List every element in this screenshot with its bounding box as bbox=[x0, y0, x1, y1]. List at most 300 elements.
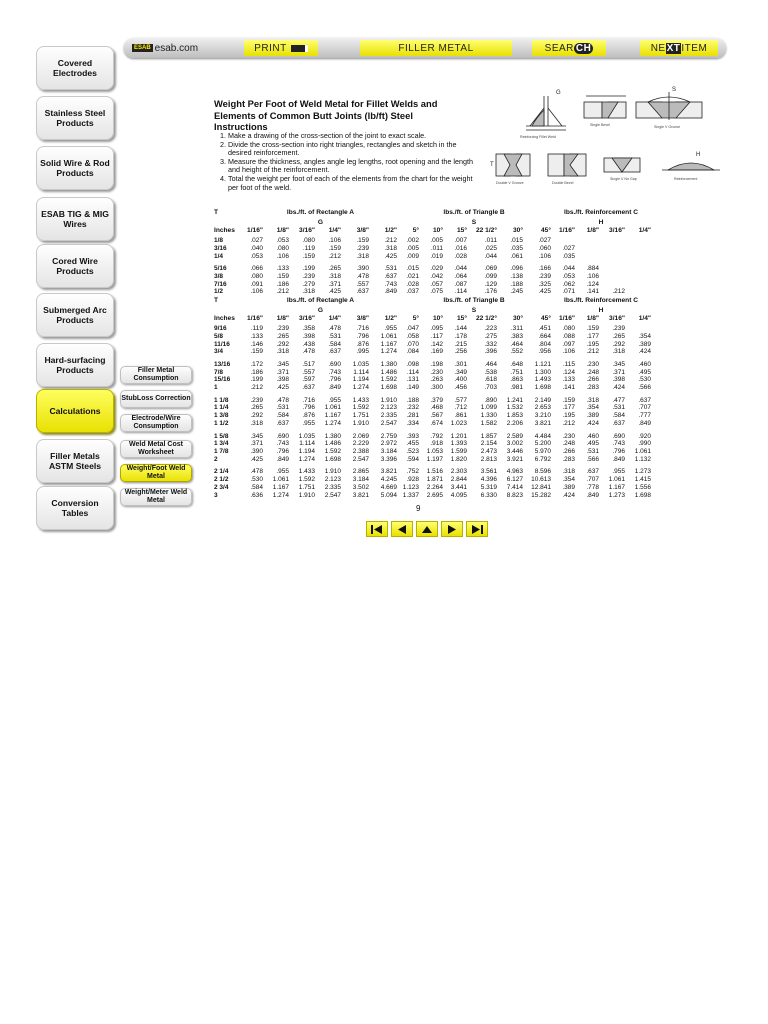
table-cell: .389 bbox=[586, 412, 599, 420]
table-cell: .637 bbox=[638, 396, 651, 404]
column-header: 30° bbox=[513, 315, 523, 323]
table-cell: 1.592 bbox=[352, 404, 369, 412]
column-header: 1/16" bbox=[247, 227, 263, 235]
table-cell: .265 bbox=[276, 332, 289, 340]
column-header: Inches bbox=[214, 227, 235, 235]
table-cell: .796 bbox=[356, 332, 369, 340]
table-cell: .567 bbox=[430, 412, 443, 420]
table-cell: .495 bbox=[638, 368, 651, 376]
table-cell: .425 bbox=[276, 384, 289, 392]
table-cell: .144 bbox=[454, 325, 467, 333]
table-cell: .390 bbox=[356, 265, 369, 273]
nav-stainless-steel-products[interactable] bbox=[36, 96, 114, 140]
table-row bbox=[214, 484, 651, 492]
column-header: 3/16" bbox=[299, 315, 315, 323]
table-section-header: lbs./ft. of Rectangle A bbox=[286, 297, 355, 305]
nav-calculations[interactable] bbox=[36, 389, 114, 433]
table-row bbox=[214, 492, 651, 500]
nav-covered-electrodes[interactable] bbox=[36, 46, 114, 90]
table-cell: .099 bbox=[484, 272, 497, 280]
table-cell: 1.241 bbox=[506, 396, 523, 404]
table-cell: .716 bbox=[356, 325, 369, 333]
nav-cored-wire-products[interactable] bbox=[36, 244, 114, 288]
table-cell: .478 bbox=[328, 325, 341, 333]
table-cell: .955 bbox=[302, 419, 315, 427]
nav-label: Solid Wire & Rod Products bbox=[40, 158, 110, 178]
table-header-row bbox=[214, 208, 651, 218]
table-cell: .300 bbox=[430, 384, 443, 392]
first-page-button[interactable] bbox=[366, 521, 388, 537]
table-cell: .114 bbox=[406, 368, 419, 376]
table-cell bbox=[599, 253, 625, 261]
column-header: 1/2" bbox=[384, 227, 397, 235]
table-cell: .212 bbox=[562, 419, 575, 427]
table-cell: 1.061 bbox=[272, 476, 289, 484]
print-button[interactable] bbox=[244, 40, 318, 56]
column-header: 30° bbox=[513, 227, 523, 235]
table-row bbox=[214, 420, 651, 428]
table-cell: .177 bbox=[562, 404, 575, 412]
table-cell: .119 bbox=[250, 325, 263, 333]
table-cell: .318 bbox=[356, 252, 369, 260]
table-cell: .115 bbox=[562, 360, 575, 368]
table-cell: .318 bbox=[562, 468, 575, 476]
table-cell: 2.303 bbox=[450, 468, 467, 476]
caption-single-v: Single V Groove bbox=[654, 125, 681, 129]
table-cell: .133 bbox=[562, 376, 575, 384]
table-cell: .131 bbox=[406, 376, 419, 384]
table-cell: .047 bbox=[406, 325, 419, 333]
table-cell: 1.486 bbox=[380, 368, 397, 376]
nav-solid-wire-rod-products[interactable] bbox=[36, 146, 114, 190]
table-cell: .198 bbox=[430, 360, 443, 368]
table-cell: .311 bbox=[510, 325, 523, 333]
table-cell: .557 bbox=[356, 280, 369, 288]
table-cell: 1.035 bbox=[352, 360, 369, 368]
table-cell: 1.380 bbox=[324, 432, 341, 440]
table-cell: 2.865 bbox=[352, 468, 369, 476]
subnav-stubloss-correction[interactable] bbox=[120, 390, 192, 408]
table-cell: 1.532 bbox=[506, 404, 523, 412]
table-cell: .212 bbox=[250, 384, 263, 392]
weld-joint-diagram bbox=[486, 86, 726, 206]
table-cell: .265 bbox=[328, 265, 341, 273]
table-cell: .178 bbox=[454, 332, 467, 340]
table-sub-header: G bbox=[317, 306, 324, 314]
table-cell: .141 bbox=[562, 384, 575, 392]
table-cell: .358 bbox=[302, 325, 315, 333]
table-row bbox=[214, 341, 651, 349]
table-row bbox=[214, 281, 651, 289]
table-cell: .188 bbox=[406, 396, 419, 404]
table-cell: .584 bbox=[612, 412, 625, 420]
table-cell: 1.167 bbox=[324, 412, 341, 420]
table-cell: 1.035 bbox=[298, 432, 315, 440]
nav-hardsurfacing-products[interactable] bbox=[36, 343, 114, 387]
table-cell: 1.751 bbox=[352, 412, 369, 420]
table-cell: .069 bbox=[484, 265, 497, 273]
caption-reinforcement: Reinforcement bbox=[674, 177, 698, 181]
table-cell: .062 bbox=[562, 280, 575, 288]
table-cell: .389 bbox=[638, 340, 651, 348]
column-header: 1/16" bbox=[559, 315, 575, 323]
subnav-label: StubLoss Correction bbox=[121, 395, 191, 402]
table-cell: .690 bbox=[328, 360, 341, 368]
filler-metal-button[interactable] bbox=[360, 40, 512, 56]
table-cell: .804 bbox=[538, 340, 551, 348]
table-cell: .955 bbox=[276, 468, 289, 476]
table-cell: .890 bbox=[484, 396, 497, 404]
row-thickness: 7/16 bbox=[214, 280, 227, 288]
table-cell: .071 bbox=[562, 288, 575, 296]
table-cell: .956 bbox=[538, 348, 551, 356]
nav-label: Conversion Tables bbox=[51, 498, 99, 518]
row-thickness: 3/8 bbox=[214, 272, 224, 280]
table-row bbox=[214, 448, 651, 456]
column-header: 1/8" bbox=[586, 227, 599, 235]
table-cell: .849 bbox=[638, 419, 651, 427]
subnav-label: Weight/Foot Weld Metal bbox=[126, 465, 186, 480]
table-cell: .955 bbox=[328, 396, 341, 404]
table-cell: .169 bbox=[430, 348, 443, 356]
table-cell: .751 bbox=[510, 368, 523, 376]
subnav-filler-metal-consumption[interactable] bbox=[120, 366, 192, 384]
row-thickness: 9/16 bbox=[214, 325, 227, 333]
table-cell: .332 bbox=[484, 340, 497, 348]
table-cell: .637 bbox=[328, 348, 341, 356]
table-cell: 2.229 bbox=[352, 440, 369, 448]
table-cell: .318 bbox=[384, 244, 397, 252]
table-cell: .058 bbox=[406, 332, 419, 340]
table-cell: .531 bbox=[586, 447, 599, 455]
table-cell: .464 bbox=[510, 340, 523, 348]
table-cell bbox=[599, 273, 625, 281]
table-cell: .292 bbox=[612, 340, 625, 348]
table-sub-header: H bbox=[598, 218, 604, 226]
table-cell: 1.274 bbox=[324, 419, 341, 427]
table-cell: .053 bbox=[562, 272, 575, 280]
table-cell: .212 bbox=[276, 288, 289, 296]
table-cell: 8.823 bbox=[506, 491, 523, 499]
table-cell: 2.123 bbox=[380, 404, 397, 412]
table-cell: 5.319 bbox=[480, 483, 497, 491]
caption-double-v: Double V Groove bbox=[496, 181, 524, 185]
table-cell: 1.433 bbox=[298, 468, 315, 476]
table-cell: .849 bbox=[328, 384, 341, 392]
table-cell: .159 bbox=[276, 272, 289, 280]
table-cell: .281 bbox=[406, 412, 419, 420]
table-cell: .354 bbox=[562, 476, 575, 484]
table-cell: 1.853 bbox=[506, 412, 523, 420]
table-cell: 2.547 bbox=[324, 491, 341, 499]
table-cell: .019 bbox=[430, 252, 443, 260]
table-cell: .379 bbox=[430, 396, 443, 404]
table-cell: .044 bbox=[562, 265, 575, 273]
table-cell: .002 bbox=[406, 237, 419, 245]
table-cell: .005 bbox=[406, 244, 419, 252]
table-cell: .027 bbox=[562, 244, 575, 252]
next-page-button[interactable] bbox=[441, 521, 463, 537]
column-header: 3/8" bbox=[356, 315, 369, 323]
table-cell: .424 bbox=[612, 384, 625, 392]
table-cell: .239 bbox=[250, 396, 263, 404]
table-row bbox=[214, 397, 651, 405]
table-cell: .703 bbox=[484, 384, 497, 392]
table-cell: 1.857 bbox=[480, 432, 497, 440]
table-cell: .383 bbox=[510, 332, 523, 340]
table-cell: .566 bbox=[638, 384, 651, 392]
table-cell: .636 bbox=[250, 491, 263, 499]
nav-label: Submerged Arc Products bbox=[43, 305, 107, 325]
table-cell: .318 bbox=[586, 396, 599, 404]
single-bevel-sketch bbox=[584, 96, 626, 118]
table-cell: .239 bbox=[356, 244, 369, 252]
table-cell: 4.396 bbox=[480, 476, 497, 484]
table-cell: 1.910 bbox=[352, 419, 369, 427]
nav-conversion-tables[interactable] bbox=[36, 486, 114, 530]
table-cell: .035 bbox=[562, 252, 575, 260]
table-cell: .778 bbox=[586, 483, 599, 491]
up-arrow-icon bbox=[421, 525, 433, 534]
table-cell: .460 bbox=[586, 432, 599, 440]
table-sub-header bbox=[214, 218, 244, 228]
table-cell: .995 bbox=[356, 348, 369, 356]
table-cell: 10.613 bbox=[531, 476, 551, 484]
table-row bbox=[214, 384, 651, 392]
table-cell: .248 bbox=[562, 440, 575, 448]
table-cell: .464 bbox=[484, 360, 497, 368]
table-cell: .318 bbox=[250, 419, 263, 427]
table-row bbox=[214, 440, 651, 448]
row-thickness: 2 3/4 bbox=[214, 483, 229, 491]
table-cell: 1.194 bbox=[352, 376, 369, 384]
row-thickness: 1/8 bbox=[214, 237, 224, 245]
table-cell: .159 bbox=[328, 244, 341, 252]
table-cell: .028 bbox=[454, 252, 467, 260]
table-cell: .425 bbox=[384, 252, 397, 260]
next-item-button[interactable] bbox=[640, 40, 718, 56]
table-cell: .460 bbox=[638, 360, 651, 368]
column-header: 22 1/2° bbox=[476, 227, 497, 235]
page-navigation bbox=[366, 521, 488, 537]
table-cell: .256 bbox=[454, 348, 467, 356]
table-cell: .061 bbox=[510, 252, 523, 260]
next-label-a: NE bbox=[650, 42, 666, 54]
table-cell: 1.114 bbox=[299, 440, 315, 448]
column-header: 45° bbox=[541, 227, 551, 235]
table-cell: 5.200 bbox=[534, 440, 551, 448]
table-cell: 2.335 bbox=[324, 483, 341, 491]
column-header: 10° bbox=[433, 315, 443, 323]
table-cell: .920 bbox=[638, 432, 651, 440]
table-cell: 3.184 bbox=[352, 476, 369, 484]
table-cell: 2.844 bbox=[450, 476, 467, 484]
table-cell: .057 bbox=[430, 280, 443, 288]
instruction-item: 4. Total the weight per foot of each of the elements from the chart for the weight per foot of the weld. bbox=[228, 175, 473, 192]
nav-filler-metals-astm-steels[interactable] bbox=[36, 439, 114, 483]
row-thickness: 3/16 bbox=[214, 244, 227, 252]
table-cell: .637 bbox=[276, 419, 289, 427]
table-cell: .354 bbox=[638, 332, 651, 340]
table-cell bbox=[599, 265, 625, 273]
table-cell: .398 bbox=[612, 376, 625, 384]
table-cell: 1.061 bbox=[380, 332, 397, 340]
table-header-row bbox=[214, 306, 651, 316]
subnav-weight-meter-weld-metal[interactable] bbox=[120, 488, 192, 506]
table-header-row bbox=[214, 218, 651, 228]
table-cell: .884 bbox=[586, 265, 599, 273]
table-cell: .478 bbox=[276, 396, 289, 404]
table-cell bbox=[625, 325, 651, 333]
table-cell: 1.167 bbox=[272, 483, 289, 491]
table-cell: .232 bbox=[406, 404, 419, 412]
table-cell: .557 bbox=[302, 368, 315, 376]
label-t: T bbox=[490, 162, 494, 168]
table-cell: .796 bbox=[612, 447, 625, 455]
table-cell: .796 bbox=[276, 447, 289, 455]
row-thickness: 2 bbox=[214, 455, 218, 463]
table-cell: 5.094 bbox=[380, 491, 397, 499]
table-group-2 bbox=[214, 296, 651, 499]
row-thickness: 1 bbox=[214, 384, 218, 392]
table-section-header: lbs./ft. of Triangle B bbox=[443, 297, 505, 305]
table-cell: 1.023 bbox=[450, 419, 467, 427]
table-row bbox=[214, 361, 651, 369]
table-row bbox=[214, 348, 651, 356]
table-section-header: lbs./ft. of Triangle B bbox=[443, 209, 505, 216]
table-cell: .199 bbox=[250, 376, 263, 384]
table-cell: 1.871 bbox=[426, 476, 443, 484]
table-cell: 3.921 bbox=[506, 455, 523, 463]
table-cell: .849 bbox=[384, 288, 397, 296]
table-cell: 5.970 bbox=[534, 447, 551, 455]
table-cell: .248 bbox=[586, 368, 599, 376]
subnav-weight-foot-weld-metal[interactable] bbox=[120, 464, 192, 482]
esab-logo-text: esab.com bbox=[154, 42, 199, 54]
caption-single-bevel: Single Bevel bbox=[590, 123, 610, 127]
table-cell: .106 bbox=[250, 288, 263, 296]
table-cell: 1.330 bbox=[480, 412, 497, 420]
table-cell: .716 bbox=[302, 396, 315, 404]
table-cell: .530 bbox=[638, 376, 651, 384]
table-cell: .396 bbox=[484, 348, 497, 356]
previous-page-button[interactable] bbox=[391, 521, 413, 537]
table-cell: .095 bbox=[430, 325, 443, 333]
table-cell: 2.695 bbox=[426, 491, 443, 499]
table-cell: 2.759 bbox=[380, 432, 397, 440]
table-cell: .195 bbox=[562, 412, 575, 420]
table-cell: .424 bbox=[562, 491, 575, 499]
table-cell: .796 bbox=[328, 376, 341, 384]
table-cell: .265 bbox=[250, 404, 263, 412]
row-thickness: 1 1/8 bbox=[214, 396, 229, 404]
table-cell: 3.821 bbox=[380, 468, 397, 476]
table-section-header: T bbox=[214, 297, 219, 305]
last-page-button[interactable] bbox=[466, 521, 488, 537]
table-cell: 4.484 bbox=[534, 432, 551, 440]
table-cell: 1.194 bbox=[298, 447, 315, 455]
table-row bbox=[214, 333, 651, 341]
up-button[interactable] bbox=[416, 521, 438, 537]
table-cell: 1.273 bbox=[634, 468, 651, 476]
table-cell: .318 bbox=[328, 272, 341, 280]
double-v-groove-sketch bbox=[496, 154, 530, 176]
next-label-c: ITEM bbox=[681, 42, 708, 54]
table-cell: .371 bbox=[612, 368, 625, 376]
table-cell: 6.330 bbox=[480, 491, 497, 499]
table-cell: 1.197 bbox=[426, 455, 443, 463]
table-cell: .186 bbox=[276, 280, 289, 288]
table-cell: .223 bbox=[484, 325, 497, 333]
table-cell: .955 bbox=[612, 468, 625, 476]
table-cell: 1.820 bbox=[450, 455, 467, 463]
table-row bbox=[214, 253, 651, 261]
table-cell: .400 bbox=[454, 376, 467, 384]
esab-logo-link[interactable] bbox=[132, 41, 198, 55]
search-button[interactable] bbox=[532, 40, 606, 56]
table-section-header: T bbox=[214, 209, 219, 216]
table-cell: .849 bbox=[276, 455, 289, 463]
table-cell bbox=[599, 237, 625, 245]
table-cell bbox=[575, 245, 599, 253]
subnav-weld-metal-cost-worksheet[interactable] bbox=[120, 440, 192, 458]
table-cell: .106 bbox=[538, 252, 551, 260]
table-cell: .523 bbox=[406, 447, 419, 455]
table-cell: .690 bbox=[612, 432, 625, 440]
table-cell: 2.388 bbox=[352, 447, 369, 455]
table-cell: 1.592 bbox=[380, 376, 397, 384]
table-cell: .648 bbox=[510, 360, 523, 368]
table-cell: .577 bbox=[454, 396, 467, 404]
table-cell: .133 bbox=[276, 265, 289, 273]
table-cell: .129 bbox=[484, 280, 497, 288]
table-row bbox=[214, 412, 651, 420]
table-row bbox=[214, 468, 651, 476]
table-cell: 1.121 bbox=[534, 360, 551, 368]
table-cell: .088 bbox=[562, 332, 575, 340]
table-cell: .124 bbox=[586, 280, 599, 288]
table-cell: 1.053 bbox=[426, 447, 443, 455]
table-section-header: lbs./ft. of Rectangle A bbox=[286, 209, 355, 216]
table-cell: .618 bbox=[484, 376, 497, 384]
row-thickness: 1/2 bbox=[214, 288, 224, 296]
nav-submerged-arc-products[interactable] bbox=[36, 293, 114, 337]
table-cell: .021 bbox=[406, 272, 419, 280]
table-cell: .393 bbox=[406, 432, 419, 440]
instruction-item: 3. Measure the thickness, angles angle leg lengths, root opening and the length and height of the reinforcement. bbox=[228, 158, 473, 175]
table-cell: .712 bbox=[454, 404, 467, 412]
table-cell: .955 bbox=[384, 325, 397, 333]
nav-esab-tig-mig-wires[interactable] bbox=[36, 197, 114, 241]
table-cell: 2.264 bbox=[426, 483, 443, 491]
row-thickness: 1 1/4 bbox=[214, 404, 229, 412]
table-cell: .637 bbox=[384, 272, 397, 280]
table-cell: .124 bbox=[562, 368, 575, 376]
table-cell: .456 bbox=[454, 384, 467, 392]
row-thickness: 1 3/4 bbox=[214, 440, 229, 448]
table-cell: .011 bbox=[484, 237, 497, 245]
instruction-item: 1. Make a drawing of the cross-section of the joint to exact scale. bbox=[228, 132, 473, 141]
table-cell: .478 bbox=[356, 272, 369, 280]
table-cell: 2.589 bbox=[506, 432, 523, 440]
table-cell: 4.095 bbox=[450, 491, 467, 499]
table-row bbox=[214, 245, 651, 253]
table-cell: .345 bbox=[250, 432, 263, 440]
table-cell: .674 bbox=[430, 419, 443, 427]
row-thickness: 2 1/4 bbox=[214, 468, 229, 476]
subnav-electrode-wire-consumption[interactable] bbox=[120, 414, 192, 432]
table-cell: .159 bbox=[562, 396, 575, 404]
